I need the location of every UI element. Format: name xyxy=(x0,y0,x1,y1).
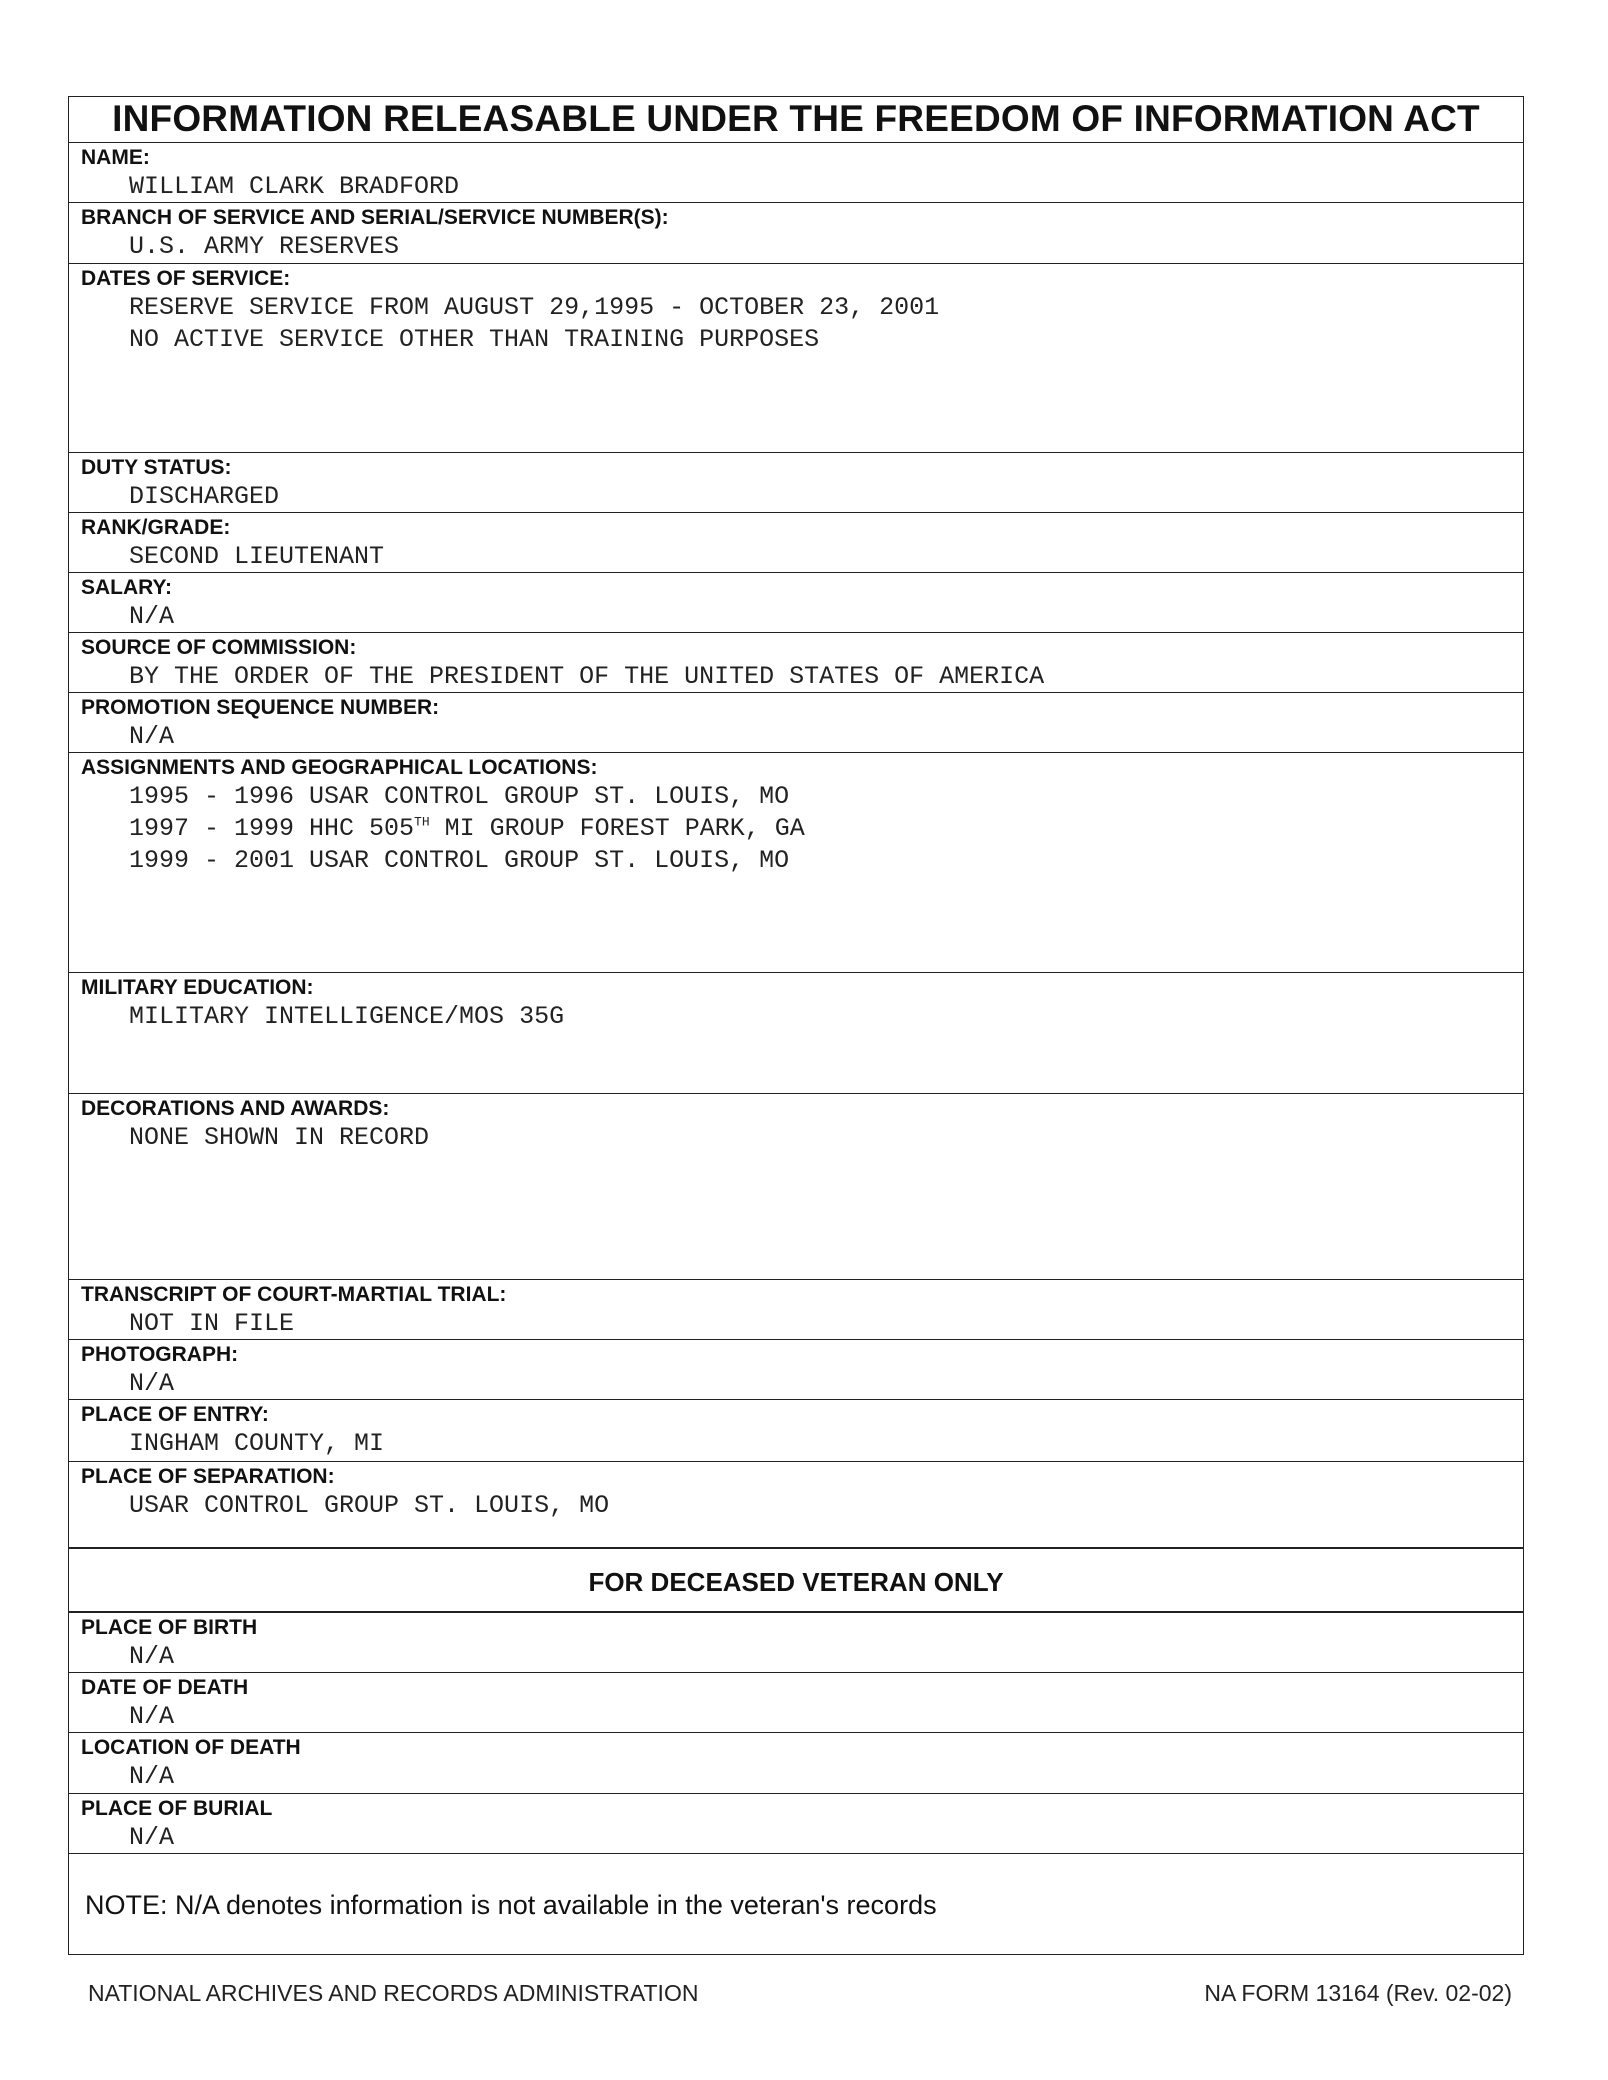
place-separation-value: USAR CONTROL GROUP ST. LOUIS, MO xyxy=(129,1491,610,1520)
decorations-value: NONE SHOWN IN RECORD xyxy=(129,1123,430,1152)
photograph-value: N/A xyxy=(129,1369,175,1398)
commission-value: BY THE ORDER OF THE PRESIDENT OF THE UNITED STATES OF AMERICA xyxy=(129,662,1045,691)
promotion-label: PROMOTION SEQUENCE NUMBER: xyxy=(81,696,440,719)
dates-line: RESERVE SERVICE FROM AUGUST 29,1995 - OCTOBER 23, 2001 xyxy=(129,293,940,322)
salary-section xyxy=(69,573,1523,633)
assignment-line-part: MI GROUP FOREST PARK, GA xyxy=(429,814,805,843)
decorations-section xyxy=(69,1094,1523,1280)
education-value: MILITARY INTELLIGENCE/MOS 35G xyxy=(129,1002,565,1031)
duty-status-section xyxy=(69,453,1523,513)
rank-section xyxy=(69,513,1523,573)
place-separation-label: PLACE OF SEPARATION: xyxy=(81,1465,335,1488)
branch-value: U.S. ARMY RESERVES xyxy=(129,232,400,261)
assignment-line-part: 1997 - 1999 HHC 505 xyxy=(129,814,415,843)
place-birth-label: PLACE OF BIRTH xyxy=(81,1616,258,1639)
assignment-line: 1999 - 2001 USAR CONTROL GROUP ST. LOUIS, MO xyxy=(129,846,790,875)
form-title: INFORMATION RELEASABLE UNDER THE FREEDOM OF INFORMATION ACT xyxy=(69,97,1523,143)
education-section xyxy=(69,973,1523,1094)
place-burial-section xyxy=(69,1794,1523,1854)
location-death-value: N/A xyxy=(129,1762,175,1791)
court-martial-section xyxy=(69,1280,1523,1340)
photograph-section xyxy=(69,1340,1523,1400)
rank-value: SECOND LIEUTENANT xyxy=(129,542,385,571)
decorations-label: DECORATIONS AND AWARDS: xyxy=(81,1097,390,1120)
branch-section xyxy=(69,203,1523,264)
place-birth-value: N/A xyxy=(129,1642,175,1671)
promotion-section xyxy=(69,693,1523,753)
assignments-section xyxy=(69,753,1523,973)
ordinal-suffix: TH xyxy=(414,814,430,830)
place-separation-section xyxy=(69,1462,1523,1547)
photograph-label: PHOTOGRAPH: xyxy=(81,1343,239,1366)
na-note: NOTE: N/A denotes information is not available in the veteran's records xyxy=(85,1890,937,1920)
dates-section xyxy=(69,264,1523,453)
place-burial-value: N/A xyxy=(129,1823,175,1852)
court-martial-value: NOT IN FILE xyxy=(129,1309,295,1338)
name-value: WILLIAM CLARK BRADFORD xyxy=(129,172,460,201)
place-entry-section xyxy=(69,1400,1523,1462)
salary-value: N/A xyxy=(129,602,175,631)
promotion-value: N/A xyxy=(129,722,175,751)
commission-section xyxy=(69,633,1523,693)
duty-status-label: DUTY STATUS: xyxy=(81,456,232,479)
location-death-label: LOCATION OF DEATH xyxy=(81,1736,301,1759)
assignment-line xyxy=(81,813,1523,845)
education-label: MILITARY EDUCATION: xyxy=(81,976,314,999)
court-martial-label: TRANSCRIPT OF COURT-MARTIAL TRIAL: xyxy=(81,1283,507,1306)
salary-label: SALARY: xyxy=(81,576,172,599)
dates-label: DATES OF SERVICE: xyxy=(81,267,291,290)
duty-status-value: DISCHARGED xyxy=(129,482,280,511)
date-death-section xyxy=(69,1673,1523,1733)
assignment-line: 1995 - 1996 USAR CONTROL GROUP ST. LOUIS, MO xyxy=(129,782,790,811)
footer-agency: NATIONAL ARCHIVES AND RECORDS ADMINISTRATION xyxy=(88,1980,699,2006)
date-death-value: N/A xyxy=(129,1702,175,1731)
place-burial-label: PLACE OF BURIAL xyxy=(81,1797,273,1820)
deceased-veteran-header: FOR DECEASED VETERAN ONLY xyxy=(69,1547,1523,1613)
foia-form xyxy=(68,96,1524,1955)
place-entry-label: PLACE OF ENTRY: xyxy=(81,1403,269,1426)
date-death-label: DATE OF DEATH xyxy=(81,1676,249,1699)
footer-form-number: NA FORM 13164 (Rev. 02-02) xyxy=(1204,1980,1512,2006)
branch-label: BRANCH OF SERVICE AND SERIAL/SERVICE NUMBER(S): xyxy=(81,206,669,229)
rank-label: RANK/GRADE: xyxy=(81,516,231,539)
name-section xyxy=(69,143,1523,203)
commission-label: SOURCE OF COMMISSION: xyxy=(81,636,357,659)
assignments-label: ASSIGNMENTS AND GEOGRAPHICAL LOCATIONS: xyxy=(81,756,598,779)
dates-line: NO ACTIVE SERVICE OTHER THAN TRAINING PURPOSES xyxy=(129,325,820,354)
name-label: NAME: xyxy=(81,146,150,169)
place-birth-section xyxy=(69,1613,1523,1673)
location-death-section xyxy=(69,1733,1523,1794)
place-entry-value: INGHAM COUNTY, MI xyxy=(129,1429,385,1458)
